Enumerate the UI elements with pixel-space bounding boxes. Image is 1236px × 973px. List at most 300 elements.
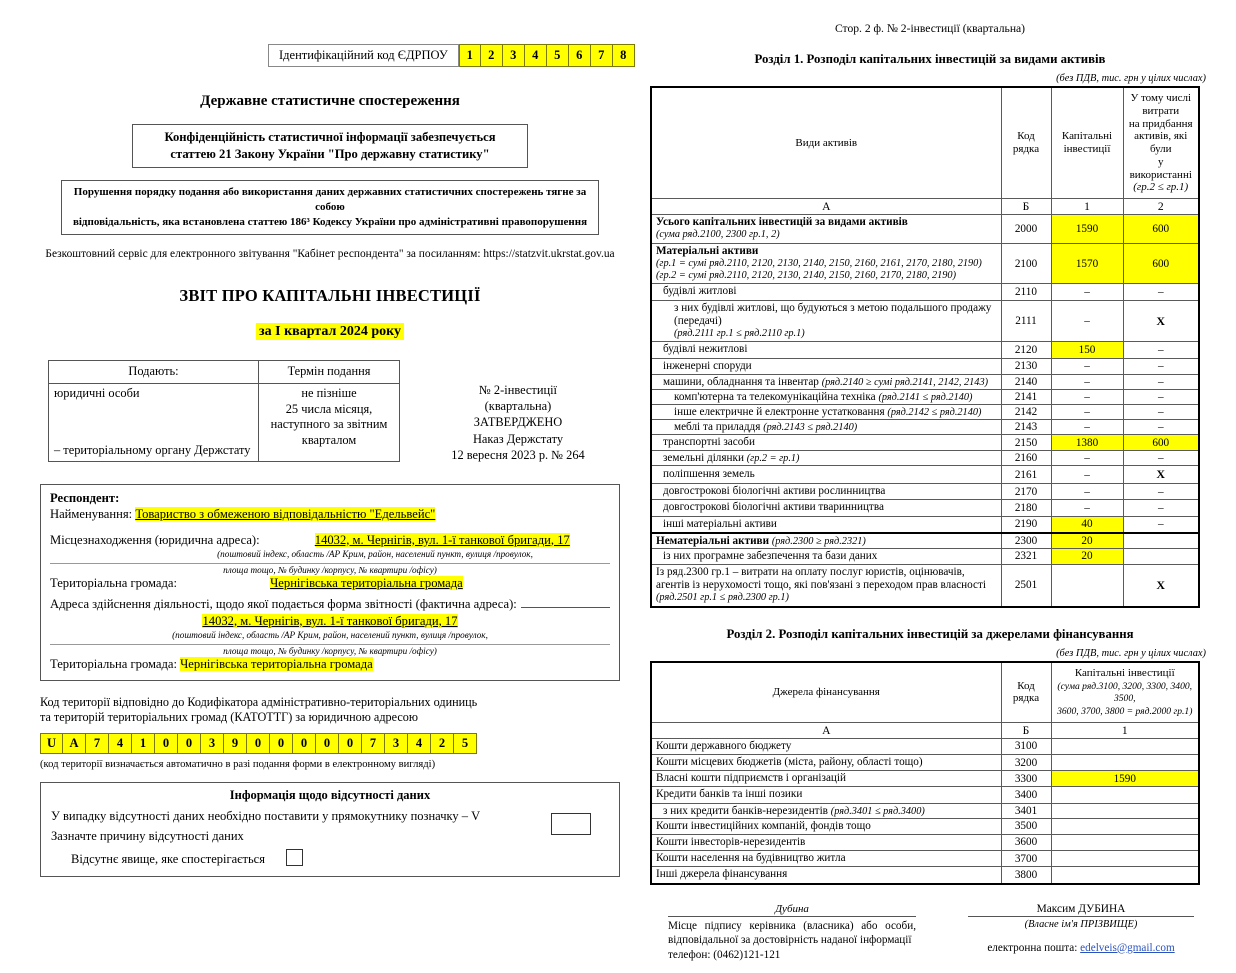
row-description bbox=[651, 484, 1001, 500]
description-text: Кредити банків та інші позики bbox=[656, 788, 803, 801]
deadline-line-2: 25 числа місяця, bbox=[285, 401, 373, 416]
assets-table-body bbox=[651, 215, 1199, 607]
row-value-col2[interactable]: X bbox=[1123, 565, 1199, 607]
description-formula: (ряд.3401 ≤ ряд.3400) bbox=[830, 805, 925, 817]
code-header-line-2: рядка bbox=[1012, 143, 1040, 155]
table-row bbox=[651, 374, 1199, 389]
description-text: будівлі житлові bbox=[663, 285, 737, 298]
form-frequency: (квартальна) bbox=[484, 399, 552, 413]
katottg-cell-17[interactable]: 2 bbox=[431, 733, 454, 754]
description-formula: (гр.1 = сумі ряд.2110, 2120, 2130, 2140, 2150, 2160, 2161, 2170, 2180, 2190) bbox=[656, 257, 982, 269]
row-code: 3800 bbox=[1001, 867, 1051, 884]
respondent-location-value[interactable]: 14032, м. Чернігів, вул. 1-ї танкової бригади, 17 bbox=[314, 532, 570, 547]
address-note-line-1: (поштовий індекс, область /АР Крим, район, населений пункт, вулиця /провулок, bbox=[217, 548, 533, 559]
katottg-cell-15[interactable]: 3 bbox=[385, 733, 408, 754]
row-value-col1[interactable]: 1380 bbox=[1051, 434, 1123, 450]
edrpou-digit-4[interactable]: 5 bbox=[547, 44, 569, 67]
row-value-col1[interactable]: – bbox=[1051, 374, 1123, 389]
table-row bbox=[651, 466, 1199, 484]
row-value-col1[interactable] bbox=[1051, 867, 1199, 884]
row-value-col2[interactable]: 600 bbox=[1123, 434, 1199, 450]
form-number: № 2-інвестиції bbox=[479, 382, 557, 397]
table-row bbox=[651, 404, 1199, 419]
description-text: Із ряд.2300 гр.1 – витрати на оплату послуг юристів, оцінювачів, агентів із нерухомості тощо, які пов'язані з переходом прав власності bbox=[656, 566, 987, 592]
signature-name: Дубина bbox=[668, 903, 916, 917]
row-value-col1[interactable]: – bbox=[1051, 284, 1123, 300]
confidentiality-box bbox=[132, 124, 528, 168]
col1-header-line-1: Капітальні bbox=[1061, 130, 1113, 143]
row-value-col2[interactable]: – bbox=[1123, 284, 1199, 300]
submitters-col2-header: Термін подання bbox=[259, 360, 400, 383]
row-description bbox=[651, 500, 1001, 516]
row-value-col1[interactable] bbox=[1051, 755, 1199, 771]
description-text: інженерні споруди bbox=[663, 359, 752, 372]
row-value-col1[interactable]: – bbox=[1051, 466, 1123, 484]
edrpou-digit-7[interactable]: 8 bbox=[613, 44, 635, 67]
table-row bbox=[651, 803, 1199, 818]
assets-col2-header bbox=[1123, 87, 1199, 199]
section2-title: Розділ 2. Розподіл капітальних інвестицій за джерелами фінансування bbox=[726, 626, 1134, 641]
row-code: 3401 bbox=[1001, 803, 1051, 818]
code-header-line-1: Код bbox=[1017, 679, 1035, 692]
katottg-cell-11[interactable]: 0 bbox=[293, 733, 316, 754]
actual-address-row bbox=[50, 595, 610, 612]
section2-units-note: (без ПДВ, тис. грн у цілих числах) bbox=[1056, 647, 1206, 659]
table-row bbox=[651, 389, 1199, 404]
description-formula: (ряд.2140 ≥ сумі ряд.2141, 2142, 2143) bbox=[821, 376, 989, 388]
row-code: 2140 bbox=[1001, 374, 1051, 389]
table-row bbox=[651, 851, 1199, 867]
row-code: 2120 bbox=[1001, 342, 1051, 358]
description-text: поліпшення земель bbox=[663, 468, 755, 481]
row-value-col2[interactable]: 600 bbox=[1123, 243, 1199, 284]
signer-name-caption: (Власне ім'я ПРІЗВИЩЕ) bbox=[1024, 918, 1138, 930]
row-description bbox=[651, 215, 1001, 244]
column-letters-row bbox=[651, 722, 1199, 738]
row-description bbox=[651, 803, 1001, 818]
row-code: 2143 bbox=[1001, 419, 1051, 434]
description-text: Власні кошти підприємств і організацій bbox=[656, 772, 846, 785]
description-text: транспортні засоби bbox=[663, 435, 755, 448]
submitters-table bbox=[48, 360, 400, 462]
description-text: Інші джерела фінансування bbox=[656, 868, 788, 881]
katottg-description bbox=[40, 695, 620, 727]
edrpou-digit-0[interactable]: 1 bbox=[459, 44, 481, 67]
approval-order-date: 12 вересня 2023 р. № 264 bbox=[451, 448, 585, 463]
description-formula: (сума ряд.2100, 2300 гр.1, 2) bbox=[656, 229, 780, 241]
katottg-cell-13[interactable]: 0 bbox=[339, 733, 362, 754]
actual-note-line-1: (поштовий індекс, область /АР Крим, район, населений пункт, вулиця /провулок, bbox=[172, 629, 488, 640]
actual-address-value[interactable]: 14032, м. Чернігів, вул. 1-ї танкової бригади, 17 bbox=[202, 613, 458, 628]
signature-right-block bbox=[968, 903, 1194, 954]
description-text: Кошти інвесторів-нерезидентів bbox=[656, 835, 806, 848]
row-value-col2[interactable]: – bbox=[1123, 516, 1199, 533]
row-value-col2[interactable] bbox=[1123, 548, 1199, 564]
confidentiality-line-1: Конфіденційність статистичної інформації забезпечується bbox=[164, 130, 496, 145]
absence-reason-checkbox[interactable] bbox=[286, 849, 303, 866]
row-code: 2321 bbox=[1001, 548, 1051, 564]
table-row bbox=[651, 548, 1199, 564]
row-value-col1[interactable] bbox=[1051, 803, 1199, 818]
violation-line-1: Порушення порядку подання або використання даних державних статистичних спостережень тягне за собою bbox=[73, 186, 587, 213]
absence-title: Інформація щодо відсутності даних bbox=[229, 788, 431, 803]
row-value-col1[interactable]: 1590 bbox=[1051, 215, 1123, 244]
description-text: Матеріальні активи bbox=[656, 244, 759, 257]
description-formula: (ряд.2143 ≤ ряд.2140) bbox=[763, 421, 858, 433]
katottg-text-line-2: та територій територіальних громад (КАТОТТГ) за юридичною адресою bbox=[40, 710, 418, 725]
row-value-col2[interactable]: X bbox=[1123, 300, 1199, 342]
table-row bbox=[651, 284, 1199, 300]
hromada-value[interactable]: Чернігівська територіальна громада bbox=[270, 575, 463, 590]
table-row bbox=[651, 755, 1199, 771]
description-text: довгострокові біологічні активи рослинництва bbox=[663, 485, 886, 498]
description-formula: (гр.2 = гр.1) bbox=[746, 453, 800, 465]
table-row bbox=[651, 533, 1199, 549]
description-formula: (ряд.2141 ≤ ряд.2140) bbox=[878, 391, 973, 403]
assets-table bbox=[650, 86, 1200, 608]
row-description bbox=[651, 404, 1001, 419]
row-value-col1[interactable]: 20 bbox=[1051, 548, 1123, 564]
description-text: Кошти місцевих бюджетів (міста, району, області тощо) bbox=[656, 756, 923, 768]
row-description bbox=[651, 284, 1001, 300]
violation-notice-box bbox=[61, 180, 599, 235]
description-text: будівлі нежитлові bbox=[663, 343, 748, 356]
row-value-col1[interactable] bbox=[1051, 851, 1199, 867]
table-row bbox=[651, 834, 1199, 850]
respondent-box bbox=[40, 484, 620, 681]
row-value-col1[interactable]: – bbox=[1051, 451, 1123, 466]
table-row bbox=[651, 500, 1199, 516]
row-description bbox=[651, 358, 1001, 374]
col1-header-line-2: інвестиції bbox=[1063, 143, 1111, 155]
row-code: 2150 bbox=[1001, 434, 1051, 450]
description-text: земельні ділянки bbox=[663, 452, 747, 465]
assets-col1-header bbox=[1051, 87, 1123, 199]
table-header-row bbox=[651, 87, 1199, 199]
description-text: інше електричне й електронне устатковання bbox=[674, 405, 888, 418]
table-row bbox=[651, 565, 1199, 607]
hromada-label: Територіальна громада: bbox=[50, 575, 177, 590]
row-code: 2141 bbox=[1001, 389, 1051, 404]
signature-caption: Місце підпису керівника (власника) або особи, відповідальної за достовірність наданої інформації bbox=[668, 919, 916, 946]
katottg-cell-0[interactable]: U bbox=[40, 733, 63, 754]
approval-block bbox=[420, 382, 616, 464]
row-value-col1[interactable]: 40 bbox=[1051, 516, 1123, 533]
col2-header-line-5: у використанні bbox=[1129, 155, 1192, 181]
row-code: 3600 bbox=[1001, 834, 1051, 850]
report-main-title: ЗВІТ ПРО КАПІТАЛЬНІ ІНВЕСТИЦІЇ bbox=[179, 285, 481, 305]
section1-units-note: (без ПДВ, тис. грн у цілих числах) bbox=[1056, 73, 1206, 84]
row-description bbox=[651, 419, 1001, 434]
hromada2-value[interactable]: Чернігівська територіальна громада bbox=[180, 656, 373, 671]
table-row bbox=[651, 818, 1199, 834]
col1-header-line-2: (сума ряд.3100, 3200, 3300, 3400, 3500, bbox=[1057, 680, 1193, 705]
gov-observation-title: Державне статистичне спостереження bbox=[200, 93, 460, 110]
row-value-col1[interactable]: – bbox=[1051, 484, 1123, 500]
row-description bbox=[651, 834, 1001, 850]
katottg-cell-8[interactable]: 9 bbox=[224, 733, 247, 754]
katottg-cell-9[interactable]: 0 bbox=[247, 733, 270, 754]
table-header-row bbox=[651, 662, 1199, 723]
signature-phone: телефон: (0462)121-121 bbox=[668, 948, 781, 961]
row-value-col2[interactable]: – bbox=[1123, 342, 1199, 358]
row-value-col2[interactable]: X bbox=[1123, 466, 1199, 484]
row-value-col1[interactable] bbox=[1051, 818, 1199, 834]
katottg-cell-7[interactable]: 3 bbox=[201, 733, 224, 754]
row-value-col2[interactable]: – bbox=[1123, 451, 1199, 466]
katottg-cell-4[interactable]: 1 bbox=[132, 733, 155, 754]
description-formula: (гр.2 = сумі ряд.2110, 2120, 2130, 2140, 2150, 2160, 2170, 2180, 2190) bbox=[656, 270, 957, 282]
address-note-line-2: площа тощо, № будинку /корпусу, № квартири /офісу) bbox=[223, 564, 437, 575]
table-row bbox=[49, 383, 400, 461]
col1-header-line-3: 3600, 3700, 3800 = ряд.2000 гр.1) bbox=[1057, 706, 1193, 718]
signature-left-block bbox=[668, 903, 916, 961]
deadline-line-3: наступного за звітним bbox=[270, 417, 388, 432]
hromada2-label: Територіальна громада: bbox=[50, 656, 177, 671]
col2-header-line-2: витрати bbox=[1142, 104, 1180, 117]
absence-of-data-box bbox=[40, 782, 620, 877]
row-code: 3100 bbox=[1001, 738, 1051, 754]
edrpou-digit-3[interactable]: 4 bbox=[525, 44, 547, 67]
actual-address-value-row bbox=[50, 614, 610, 629]
email-row bbox=[968, 942, 1194, 954]
respondent-title: Респондент: bbox=[50, 490, 120, 505]
edrpou-label: Ідентифікаційний код ЄДРПОУ bbox=[268, 44, 459, 67]
row-value-col1[interactable]: – bbox=[1051, 419, 1123, 434]
katottg-text-line-1: Код території відповідно до Кодифікатора адміністративно-територіальних одиниць bbox=[40, 694, 478, 709]
row-code: 2100 bbox=[1001, 243, 1051, 284]
divider bbox=[50, 563, 610, 564]
absence-checkbox[interactable] bbox=[551, 813, 591, 835]
letter-b: Б bbox=[1001, 199, 1051, 215]
email-link[interactable]: edelveis@gmail.com bbox=[1080, 941, 1175, 954]
absence-reason-row bbox=[51, 849, 609, 867]
description-text: Усього капітальних інвестицій за видами активів bbox=[656, 216, 908, 228]
row-description bbox=[651, 787, 1001, 803]
row-description bbox=[651, 389, 1001, 404]
col2-header-line-3: на придбання bbox=[1128, 117, 1193, 130]
actual-note-line-2: площа тощо, № будинку /корпусу, № квартири /офісу) bbox=[223, 645, 437, 656]
funding-col1-header bbox=[1051, 662, 1199, 723]
letter-a: А bbox=[651, 199, 1001, 215]
edrpou-code-cells[interactable] bbox=[459, 44, 635, 67]
katottg-cell-10[interactable]: 0 bbox=[270, 733, 293, 754]
edrpou-digit-1[interactable]: 2 bbox=[481, 44, 503, 67]
row-code: 2180 bbox=[1001, 500, 1051, 516]
row-value-col1[interactable]: – bbox=[1051, 358, 1123, 374]
row-value-col2[interactable]: – bbox=[1123, 419, 1199, 434]
row-code: 2300 bbox=[1001, 533, 1051, 549]
submission-deadline-cell bbox=[259, 383, 400, 461]
deadline-line-1: не пізніше bbox=[301, 385, 357, 400]
row-value-col2[interactable] bbox=[1123, 533, 1199, 549]
row-value-col1[interactable] bbox=[1051, 834, 1199, 850]
row-value-col1[interactable]: – bbox=[1051, 404, 1123, 419]
col2-header-line-4: активів, які були bbox=[1134, 130, 1188, 155]
description-formula: (ряд.2111 гр.1 ≤ ряд.2110 гр.1) bbox=[674, 328, 805, 340]
row-value-col2[interactable]: – bbox=[1123, 404, 1199, 419]
row-description bbox=[651, 755, 1001, 771]
description-text: із них програмне забезпечення та бази даних bbox=[663, 549, 878, 562]
katottg-cell-1[interactable]: A bbox=[63, 733, 86, 754]
description-text: з них будівлі житлові, що будуються з метою подальшого продажу (передачі) bbox=[674, 301, 992, 327]
table-row bbox=[651, 300, 1199, 342]
row-value-col2[interactable]: 600 bbox=[1123, 215, 1199, 244]
column-letters-row bbox=[651, 199, 1199, 215]
table-row bbox=[651, 358, 1199, 374]
approval-order: Наказ Держстату bbox=[472, 431, 564, 446]
deadline-line-4: кварталом bbox=[301, 433, 357, 448]
row-value-col1[interactable] bbox=[1051, 738, 1199, 754]
actual-address-label: Адреса здійснення діяльності, щодо якої подається форма звітності (фактична адреса): bbox=[50, 596, 517, 611]
table-row bbox=[651, 215, 1199, 244]
free-service-note: Безкоштовний сервіс для електронного звітування "Кабінет респондента" за посиланням: https://statzvit.ukrstat.gov.ua bbox=[45, 247, 615, 260]
table-row bbox=[651, 484, 1199, 500]
respondent-name-label: Найменування: bbox=[50, 506, 133, 521]
description-text: Кошти населення на будівництво житла bbox=[656, 852, 846, 865]
row-value-col1[interactable]: – bbox=[1051, 300, 1123, 342]
row-code: 3200 bbox=[1001, 755, 1051, 771]
respondent-location-row bbox=[50, 533, 610, 548]
funding-desc-header: Джерела фінансування bbox=[651, 662, 1001, 723]
description-text: комп'ютерна та телекомунікаційна техніка bbox=[674, 390, 879, 403]
row-code: 3500 bbox=[1001, 818, 1051, 834]
violation-line-2: відповідальність, яка встановлена статтею 186³ Кодексу України про адміністративні правопорушення bbox=[72, 215, 588, 228]
row-value-col1[interactable]: 1590 bbox=[1051, 771, 1199, 787]
right-column bbox=[650, 10, 1210, 973]
respondent-location-label: Місцезнаходження (юридична адреса): bbox=[50, 532, 260, 547]
row-code: 2111 bbox=[1001, 300, 1051, 342]
row-description bbox=[651, 565, 1001, 607]
row-value-col2[interactable]: – bbox=[1123, 500, 1199, 516]
edrpou-digit-6[interactable]: 7 bbox=[591, 44, 613, 67]
letter-b: Б bbox=[1001, 722, 1051, 738]
table-row bbox=[651, 419, 1199, 434]
description-text: інші матеріальні активи bbox=[663, 517, 777, 530]
row-value-col1[interactable]: – bbox=[1051, 389, 1123, 404]
row-code: 2501 bbox=[1001, 565, 1051, 607]
row-description bbox=[651, 738, 1001, 754]
description-text: з них кредити банків-нерезидентів bbox=[663, 804, 831, 817]
row-value-col1[interactable]: 1570 bbox=[1051, 243, 1123, 284]
edrpou-digit-5[interactable]: 6 bbox=[569, 44, 591, 67]
katottg-cell-12[interactable]: 0 bbox=[316, 733, 339, 754]
row-description bbox=[651, 533, 1001, 549]
row-code: 2142 bbox=[1001, 404, 1051, 419]
description-text: машини, обладнання та інвентар bbox=[663, 375, 822, 388]
code-header-line-1: Код bbox=[1017, 130, 1035, 143]
submitters-col1-header: Подають: bbox=[49, 360, 259, 383]
row-value-col1[interactable]: 150 bbox=[1051, 342, 1123, 358]
edrpou-block bbox=[268, 44, 627, 67]
description-text: довгострокові біологічні активи тваринництва bbox=[663, 501, 884, 514]
row-description bbox=[651, 434, 1001, 450]
row-description bbox=[651, 342, 1001, 358]
table-row bbox=[651, 516, 1199, 533]
letter-1: 1 bbox=[1051, 199, 1123, 215]
katottg-note: (код території визначається автоматично в разі подання форми в електронному вигляді) bbox=[40, 759, 436, 771]
col2-header-line-1: У тому числі bbox=[1130, 92, 1192, 104]
respondent-name-value[interactable]: Товариство з обмеженою відповідальністю "Едельвейс" bbox=[135, 506, 436, 521]
absence-reason-label: Відсутнє явище, яке спостерігається bbox=[71, 852, 265, 867]
funding-sources-table bbox=[650, 661, 1200, 885]
row-value-col2[interactable]: – bbox=[1123, 389, 1199, 404]
submitters-area bbox=[40, 360, 620, 464]
row-value-col1[interactable]: 20 bbox=[1051, 533, 1123, 549]
actual-address-blank-line[interactable] bbox=[521, 595, 610, 608]
row-code: 2110 bbox=[1001, 284, 1051, 300]
col1-header-line-1: Капітальні інвестиції bbox=[1074, 666, 1175, 679]
description-text: Нематеріальні активи bbox=[656, 534, 772, 547]
row-value-col2[interactable]: – bbox=[1123, 374, 1199, 389]
letter-2: 2 bbox=[1123, 199, 1199, 215]
table-row bbox=[651, 771, 1199, 787]
col2-header-line-6: (гр.2 ≤ гр.1) bbox=[1133, 181, 1189, 194]
submitter-type: юридичні особи bbox=[54, 385, 140, 400]
katottg-cell-2[interactable]: 7 bbox=[86, 733, 109, 754]
table-row bbox=[651, 434, 1199, 450]
row-code: 2130 bbox=[1001, 358, 1051, 374]
row-description bbox=[651, 548, 1001, 564]
absence-instruction: У випадку відсутності даних необхідно поставити у прямокутнику позначку – V bbox=[51, 809, 481, 824]
katottg-code-cells[interactable] bbox=[40, 733, 620, 754]
table-row bbox=[651, 787, 1199, 803]
row-description bbox=[651, 451, 1001, 466]
row-value-col2[interactable]: – bbox=[1123, 484, 1199, 500]
respondent-name-row bbox=[50, 507, 610, 522]
submitter-recipient: – територіальному органу Держстату bbox=[54, 442, 251, 457]
row-value-col1[interactable] bbox=[1051, 787, 1199, 803]
funding-code-header bbox=[1001, 662, 1051, 723]
row-code: 2170 bbox=[1001, 484, 1051, 500]
submitters-list-cell bbox=[49, 383, 259, 461]
katottg-cell-18[interactable]: 5 bbox=[454, 733, 477, 754]
row-value-col1[interactable]: – bbox=[1051, 500, 1123, 516]
approved-label: ЗАТВЕРДЖЕНО bbox=[473, 415, 563, 430]
confidentiality-line-2: статтею 21 Закону України "Про державну статистику" bbox=[170, 146, 490, 161]
report-period-line bbox=[40, 322, 620, 340]
row-value-col1[interactable] bbox=[1051, 565, 1123, 607]
row-code: 3400 bbox=[1001, 787, 1051, 803]
table-row bbox=[651, 451, 1199, 466]
assets-desc-header: Види активів bbox=[651, 87, 1001, 199]
email-label: електронна пошта: bbox=[987, 941, 1078, 954]
assets-code-header bbox=[1001, 87, 1051, 199]
left-column bbox=[40, 10, 627, 877]
row-code: 2190 bbox=[1001, 516, 1051, 533]
hromada2-row bbox=[50, 657, 610, 672]
row-code: 3700 bbox=[1001, 851, 1051, 867]
letter-a: А bbox=[651, 722, 1001, 738]
katottg-cell-16[interactable]: 4 bbox=[408, 733, 431, 754]
katottg-cell-6[interactable]: 0 bbox=[178, 733, 201, 754]
description-text: Кошти державного бюджету bbox=[656, 739, 792, 752]
section1-title: Розділ 1. Розподіл капітальних інвестицій за видами активів bbox=[754, 52, 1106, 66]
description-formula: (ряд.2142 ≤ ряд.2140) bbox=[887, 406, 982, 418]
row-description bbox=[651, 818, 1001, 834]
table-row bbox=[651, 243, 1199, 284]
katottg-cell-3[interactable]: 4 bbox=[109, 733, 132, 754]
row-description bbox=[651, 771, 1001, 787]
table-row bbox=[651, 867, 1199, 884]
row-code: 2000 bbox=[1001, 215, 1051, 244]
funding-table-body bbox=[651, 738, 1199, 883]
katottg-cell-5[interactable]: 0 bbox=[155, 733, 178, 754]
katottg-cell-14[interactable]: 7 bbox=[362, 733, 385, 754]
row-value-col2[interactable]: – bbox=[1123, 358, 1199, 374]
edrpou-digit-2[interactable]: 3 bbox=[503, 44, 525, 67]
table-row bbox=[651, 738, 1199, 754]
